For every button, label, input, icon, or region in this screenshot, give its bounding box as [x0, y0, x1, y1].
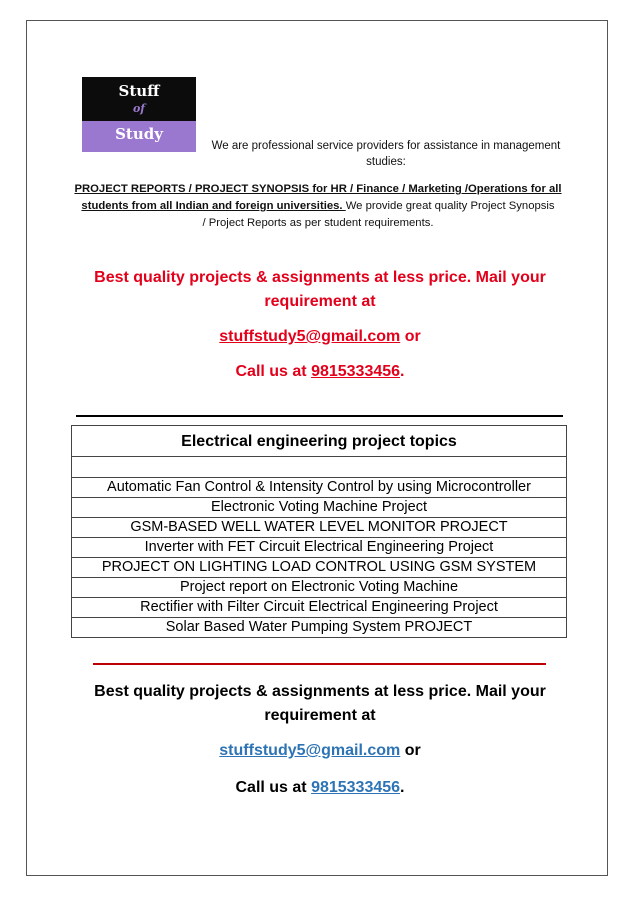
services-line-3: / Project Reports as per student requirements.	[202, 217, 434, 229]
call-prefix: Call us at	[235, 363, 312, 380]
services-underlined-1: PROJECT REPORTS / PROJECT SYNOPSIS for HR / Finance / Marketing /Operations for all	[74, 183, 562, 195]
topic-cell: Automatic Fan Control & Intensity Control by using Microcontroller	[72, 478, 567, 498]
promo-block-bottom	[60, 680, 580, 800]
divider-red	[93, 663, 546, 665]
table-row	[72, 498, 567, 518]
topic-cell: Inverter with FET Circuit Electrical Engineering Project	[72, 538, 567, 558]
call-period: .	[400, 363, 405, 380]
logo-word-study: Study	[115, 125, 163, 143]
call-period: .	[400, 779, 405, 796]
services-paragraph	[58, 181, 578, 232]
topic-cell: Project report on Electronic Voting Machine	[72, 578, 567, 598]
table-row	[72, 618, 567, 638]
call-prefix: Call us at	[235, 779, 312, 796]
intro-line-2: studies:	[366, 156, 406, 168]
promo-line-2: requirement at	[264, 707, 376, 724]
phone-link[interactable]: 9815333456	[311, 363, 401, 380]
promo-block-top	[60, 266, 580, 384]
project-topics-table	[71, 425, 567, 638]
promo-line-2: requirement at	[264, 293, 376, 310]
logo-word-of: of	[132, 102, 146, 115]
promo-line-1: Best quality projects & assignments at less price. Mail your	[94, 269, 546, 286]
logo-word-stuff: Stuff	[118, 82, 160, 100]
promo-email-line	[60, 325, 580, 349]
table-row	[72, 558, 567, 578]
email-link[interactable]: stuffstudy5@gmail.com	[219, 328, 401, 345]
promo-email-line	[60, 739, 580, 763]
intro-text	[196, 138, 576, 170]
promo-body	[60, 266, 580, 314]
topic-cell: Electronic Voting Machine Project	[72, 498, 567, 518]
promo-line-1: Best quality projects & assignments at less price. Mail your	[94, 683, 546, 700]
topic-cell: Solar Based Water Pumping System PROJECT	[72, 618, 567, 638]
divider-black	[76, 415, 563, 417]
table-blank-row	[72, 457, 567, 478]
promo-call-line	[60, 360, 580, 384]
promo-call-line	[60, 776, 580, 800]
topic-cell: Rectifier with Filter Circuit Electrical Engineering Project	[72, 598, 567, 618]
stuff-of-study-logo	[82, 77, 196, 152]
table-row	[72, 578, 567, 598]
topic-cell: PROJECT ON LIGHTING LOAD CONTROL USING GSM SYSTEM	[72, 558, 567, 578]
table-row	[72, 518, 567, 538]
promo-body	[60, 680, 580, 728]
promo-or: or	[400, 328, 421, 345]
email-link[interactable]: stuffstudy5@gmail.com	[219, 742, 401, 759]
intro-line-1: We are professional service providers for assistance in management	[211, 140, 561, 152]
topic-cell: GSM-BASED WELL WATER LEVEL MONITOR PROJECT	[72, 518, 567, 538]
services-tail: We provide great quality Project Synopsis	[345, 200, 555, 212]
services-underlined-2: students from all Indian and foreign universities.	[81, 200, 346, 212]
table-title: Electrical engineering project topics	[72, 426, 567, 457]
promo-or: or	[400, 742, 421, 759]
table-row	[72, 598, 567, 618]
table-row	[72, 478, 567, 498]
phone-link[interactable]: 9815333456	[311, 779, 401, 796]
table-row	[72, 538, 567, 558]
